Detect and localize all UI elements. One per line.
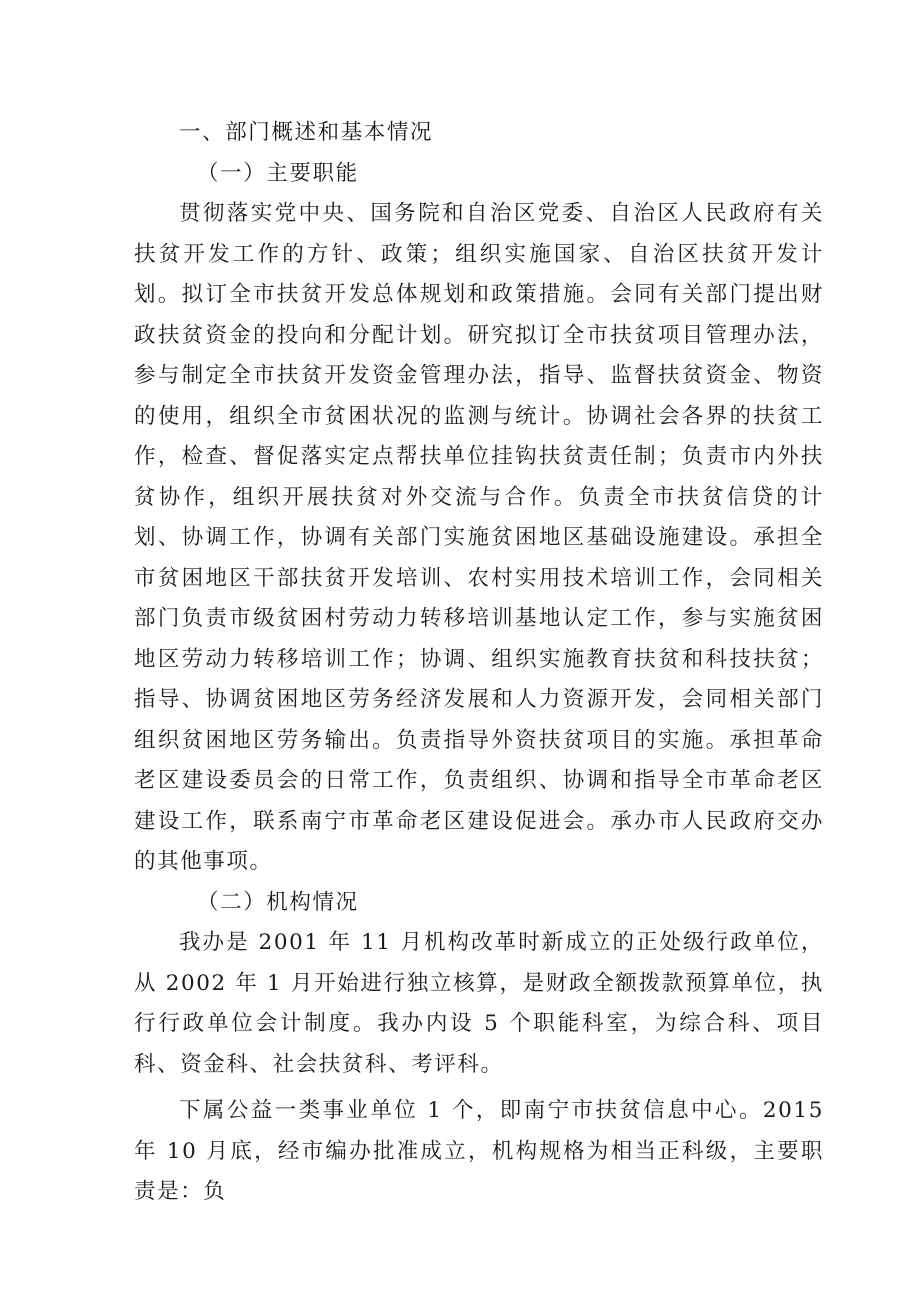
paragraph-subordinate-unit: 下属公益一类事业单位 1 个，即南宁市扶贫信息中心。2015 年 10 月底，经市编办批准成立，机构规格为相当正科级，主要职责是：负 — [134, 1098, 824, 1204]
paragraph-organization: 我办是 2001 年 11 月机构改革时新成立的正处级行政单位，从 2002 年 1 月开始进行独立核算，是财政全额拨款预算单位，执行行政单位会计制度。我办内设 5 个职能科室，为综合科、项目科、资金科、社会扶贫科、考评科。 — [134, 930, 824, 1077]
paragraph-main-functions: 贯彻落实党中央、国务院和自治区党委、自治区人民政府有关扶贫开发工作的方针、政策；组织实施国家、自治区扶贫开发计划。拟订全市扶贫开发总体规划和政策措施。会同有关部门提出财政扶贫资金的投向和分配计划。研究拟订全市扶贫项目管理办法，参与制定全市扶贫开发资金管理办法，指导、监督扶贫资金、物资的使用，组织全市贫困状况的监测与统计。协调社会各界的扶贫工作，检查、督促落实定点帮扶单位挂钩扶贫责任制；负责市内外扶贫协作，组织开展扶贫对外交流与合作。负责全市扶贫信贷的计划、协调工作，协调有关部门实施贫困地区基础设施建设。承担全市贫困地区干部扶贫开发培训、农村实用技术培训工作，会同相关部门负责市级贫困村劳动力转移培训基地认定工作，参与实施贫困地区劳动力转移培训工作；协调、组织实施教育扶贫和科技扶贫；指导、协调贫困地区劳务经济发展和人力资源开发，会同相关部门组织贫困地区劳务输出。负责指导外资扶贫项目的实施。承担革命老区建设委员会的日常工作，负责组织、协调和指导全市革命老区建设工作，联系南宁市革命老区建设促进会。承办市人民政府交办的其他事项。 — [134, 201, 824, 874]
subsection-heading-main-functions: （一）主要职能 — [197, 160, 359, 186]
section-heading-overview: 一、部门概述和基本情况 — [179, 120, 434, 145]
subsection-heading-organization: （二）机构情况 — [197, 889, 359, 915]
document-body — [134, 113, 824, 1213]
